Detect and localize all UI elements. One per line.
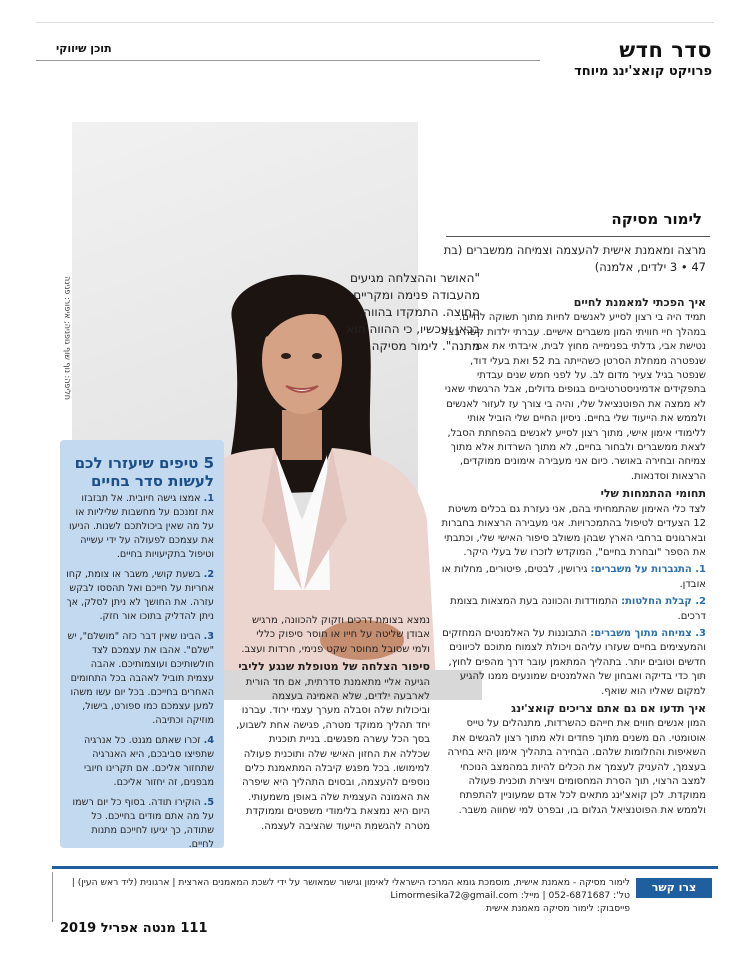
- profile-divider: [446, 236, 710, 237]
- list-item-label: 3. צמיחה מתוך משברים:: [590, 627, 706, 639]
- tips-list: [66, 492, 214, 858]
- list-item: [438, 627, 706, 699]
- tip-item: [66, 630, 214, 728]
- tips-title: 5 טיפים שיעזרו לכם לעשות סדר בחיים: [74, 454, 214, 490]
- list-item-text: גירושין, לבטים, פיטורים, מחלות או אובדן.: [441, 564, 706, 590]
- footer-contact-text: [70, 876, 630, 915]
- tip-number: 1.: [203, 493, 214, 504]
- tip-item: [66, 568, 214, 624]
- tip-number: 2.: [203, 569, 214, 580]
- section-paragraph: תמיד היה בי רצון לסייע לאנשים לחיות מתוך תשוקה לחיים. במהלך חיי חוויתי המון משברים אישיים. עברתי ילדות קשה בצל נטישת אבי, גדלתי בפנימייה מחוץ לבית, איבדתי את אמי שנפטרה ממחלת הסרטן כשהייתה בת 52 ואת בעלי דוד, שנפטר בגיל צעיר מדום לב. על לפני חמש שנים עבדתי בתפקידים אדמיניסטרטיביים בגופים גדולים, אבל הרגשתי שאני לא ממצה את הפוטנציאל שלי, והיה בי צורך עז לעזור לאנשים ולממש את הייעוד שלי בחיים. ניסיון החיים שלי הוביל אותי ללימודי אימון אישי, מתוך רצון לסייע לאנשים בהפחתת הסבל, לצאת ממשברים ולבחור בחיים, לא מתוך השרדות אלא מתוך צמיחה ובחירה באושר. כיום אני מעבירה אימונים ממוקדים, הרצאות וסדנאות.: [442, 312, 706, 482]
- list-item-text: התמודדות והכוונה בעת המצאות בצומת דרכים.: [450, 596, 706, 622]
- content-label: תוכן שיווקי: [56, 42, 112, 55]
- section-heading: סיפור הצלחה של מטופלת שנגע לליבי: [238, 660, 430, 674]
- section-subtitle: פרויקט קואצ'ינג מיוחד: [574, 64, 712, 79]
- pull-quote: "האושר וההצלחה מגיעים מהעבודה פנימה ומקריים החוצה. התמקדו בהווה, בכאן ועכשיו, כי ההווה הוא מתנה". לימור מסיקה: [346, 271, 480, 353]
- section-heading: איך הפכתי למאמנת לחיים: [573, 296, 706, 309]
- section-title: סדר חדש: [619, 38, 712, 62]
- section-paragraph: המון אנשים חווים את חייהם כהשרדות, מתנהלים על טייס אוטומטי. הם משנים מתוך פחדים ולא מתוך רצון להגשים את השאיפות והחלומות שלהם. הבחירה בתהליך אימון היא בחירה בעצמך, להעניק לעצמך את הכלים להיות במהמצב הנוכחי למצב הרצוי, תוך הסרת המחסומים ויצירת תוכנית פעולה ממוקדת. לכן קואצ'ינג מתאים לכל אדם שמעוניין להתפתח ולממש את הפוטנציאל הגלום בו, ובפרט למי שחווה משבר.: [447, 718, 706, 816]
- list-item-label: 1. התגברות על משברים:: [590, 564, 706, 576]
- footer-facebook-line: פייסבוק: לימור מסיקה מאמנת אישית: [485, 903, 630, 914]
- tip-text: אמצו גישה חיובית. אל תבזבזו את זמנכם על מחשבות שליליות או על מה שאין ביכולתכם לשנות. הניעו את עצמכם לפעולה על ידי עשייה וטיפול בתקיעויות בחיים.: [69, 493, 214, 560]
- profile-bio: מרצה ומאמנת אישית להעצמה וצמיחה ממשברים (בת 47 • 3 ילדים, אלמנה): [443, 243, 706, 274]
- section-paragraph: נמצא בצומת דרכים וזקוק להכוונה, מרגיש אבודן שליטה על חייו או חוסר סיפוק כללי ולמי שסובל מחוסר שקט פנימי, חרדות ועצב.: [241, 615, 430, 655]
- article-column-middle: [236, 614, 430, 837]
- tips-box: [60, 440, 224, 848]
- section-heading: איך תדעו אם גם אתם צריכים קואצ'ינג: [511, 701, 706, 715]
- section-paragraph: הגיעה אליי מתאמנת סדרתית, אם חד הורית לארבעה ילדים, שלא האמינה בעצמה וביכולות שלה וסבלה מערך עצמי ירוד. עברנו יחד תהליך ממוקד מטרה, פגישה אחת לשבוע, בסך הכל עשרה מפגשים. בניית תוכנית שכללה את החזון האישי שלה ותוכנית פעולה למימושו. בכל מפגש קיבלה המתאמנת כלים נוספים להעצמה, ובסוים התהליך היא שיפרה את האמונה העצמית שלה באופן משמעותי. היום היא נמצאת בלימודי משפטים וממוקדת מטרה להגשמת הייעוד שהציבה לעצמה.: [236, 676, 430, 832]
- section-heading: תחומי ההתמחות שלי: [600, 487, 706, 501]
- tip-text: זכרו שאתם מגנט. כל אנרגיה שתפיצו סביבכם, היא האנרגיה שתחזור אליכם. אם תקרינו חיובי מבפנים, זה יחזור אליכם.: [83, 735, 214, 788]
- tip-item: [66, 492, 214, 562]
- list-item: [438, 563, 706, 592]
- tip-number: 4.: [203, 735, 214, 746]
- tip-text: הוקירו תודה. בסוף כל יום רשמו על מה אתם מודים בחייכם. כל שתודה, כך יגיעו לחייכם מתנות לחיים.: [72, 797, 214, 850]
- section-paragraph: לצד כלי האימון שהתמחיתי בהם, אני נעזרת גם בכלים משיטת 12 הצעדים לטיפול בהתמכרויות. אני מעבירה הרצאות בחברות ובארגונים ברחבי הארץ שבהן משולב סיפור האישי שלי, וכתבתי את הספר "ובחרת בחיים", המוקדש לזכרו של בעלי היקר.: [441, 503, 706, 558]
- list-item-label: 2. קבלת החלטות:: [621, 596, 706, 608]
- list-item-text: התבוננות על האלמנטים המחזקים והמעצימים בחיים שעזרו עליהם ויכולת לצמוח מתוכם לכיוונים חדשים וטובים יותר. בתהליך המתאמן עובר דרך מהפים לחוץ, תוך כדי בדיקה ואבחון של האלמנטים שמונעים ממנו להגיע למקום שאליו הוא שואף.: [442, 627, 706, 697]
- photo-credit: חליפה: נוף שוף גופניה; איפור: פנינה: [63, 276, 72, 400]
- tip-item: [66, 734, 214, 790]
- top-rule: [36, 22, 714, 23]
- footer-vertical-rule: [52, 872, 53, 922]
- tip-text: הבינו שאין דבר כזה "מושלם", יש "שלם". אהבו את עצמכם לצד חולשותיכם ועוצמותיכם. אהבה עצמית תוביל לאהבה בכל התחומים האחרים בחייכם. בכל יום עשו משהו למען עצמכם כמו ספורט, בישול, מוזיקה וכתיבה.: [67, 631, 214, 726]
- page-info: 111 מנטה אפריל 2019: [60, 921, 208, 936]
- footer-rule: [52, 866, 718, 869]
- header-rule: [36, 60, 540, 61]
- contact-label: צרו קשר: [636, 878, 712, 898]
- tip-item: [66, 796, 214, 852]
- article-column-right: [438, 294, 706, 821]
- tip-number: 5.: [203, 797, 214, 808]
- list-item: [438, 595, 706, 624]
- tip-text: בשעת קושי, משבר או צומת, קחו אחריות על חייכם ואל תהססו לבקש עזרה. את החושך לא ניתן לסלק, אך ניתן להדליק בתוכו אור חזק.: [66, 569, 214, 622]
- tip-number: 3.: [203, 631, 214, 642]
- profile-name: לימור מסיקה: [611, 210, 702, 228]
- footer-line: לימור מסיקה - מאמנת אישית, מוסמכת גומא המרכז הישראלי לאימון וגישור שמאושר על ידי לשכת המאמנים הארצית | ארגונית (ליד ראש העין) | טל': 052-6871687 | מייל: Limormesika72@gmail.com: [71, 877, 630, 901]
